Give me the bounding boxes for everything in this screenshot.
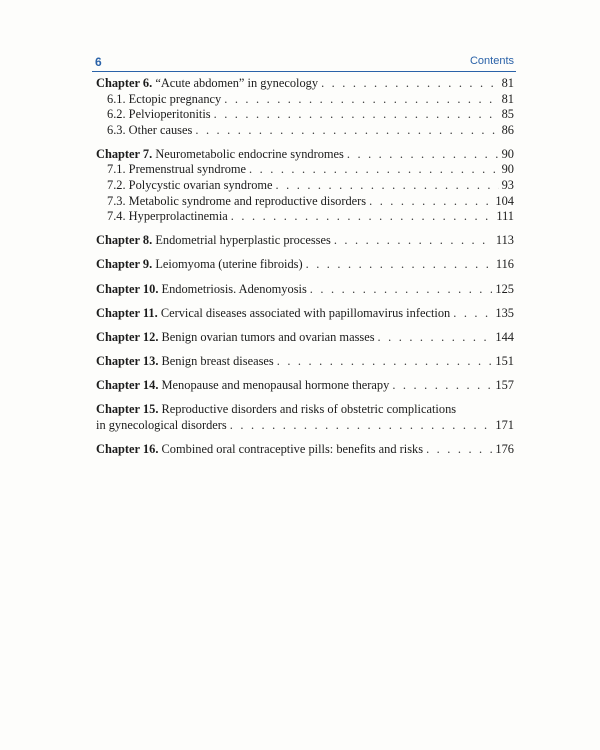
toc-entry-text [96,257,303,273]
toc-section-line [96,162,514,178]
toc-chapter-line [96,282,514,298]
toc-chapter-group [96,442,514,458]
dot-leader [426,442,492,458]
dot-leader [306,257,493,273]
toc-chapter-group [96,147,514,225]
section-title: 6.2. Pelvioperitonitis [107,107,211,122]
chapter-title: Endometrial hyperplastic processes [155,233,331,248]
toc-entry-text [96,147,344,163]
table-of-contents [96,76,514,466]
section-title: 7.2. Polycystic ovarian syndrome [107,178,273,193]
chapter-label: Chapter 11. [96,305,158,320]
page-number-ref: 90 [501,162,514,177]
page-number-ref: 135 [495,305,514,320]
page-number-ref: 125 [495,281,514,296]
chapter-label: Chapter 9. [96,257,153,272]
toc-chapter-line [96,257,514,273]
page-number-ref: 157 [495,377,514,392]
toc-entry-text [96,330,375,346]
dot-leader [321,76,499,92]
page-number: 6 [95,55,102,69]
header-rule [92,71,516,72]
dot-leader [310,282,493,298]
toc-chapter-group [96,233,514,249]
toc-entry-text [96,378,389,394]
dot-leader [369,194,492,210]
page-number-ref: 81 [501,91,514,106]
dot-leader [195,123,498,139]
dot-leader [249,162,499,178]
dot-leader [347,147,499,163]
toc-entry-text [96,306,450,322]
toc-chapter-group [96,330,514,346]
chapter-label: Chapter 15. [96,402,159,416]
toc-entry-text [96,233,331,249]
page-number-ref: 93 [501,178,514,193]
dot-leader [453,306,492,322]
toc-entry-text [96,442,423,458]
toc-chapter-group [96,306,514,322]
dot-leader [378,330,493,346]
section-title: 7.1. Premenstrual syndrome [107,162,247,177]
chapter-title: Benign breast diseases [161,353,274,368]
chapter-title: Neurometabolic endocrine syndromes [155,146,344,161]
dot-leader [230,418,493,434]
page-number-ref: 85 [501,107,514,122]
toc-entry-text [96,282,307,298]
toc-section-line [96,107,514,123]
toc-chapter-line [96,330,514,346]
toc-chapter-line [96,76,514,92]
toc-section-line [96,178,514,194]
toc-chapter-line [96,233,514,249]
toc-chapter-group [96,402,514,433]
dot-leader [214,107,499,123]
toc-entry-text [96,402,456,418]
chapter-title: Combined oral contraceptive pills: benefits and risks [161,441,424,456]
page-number-ref: 90 [501,146,514,161]
toc-section-line [96,123,514,139]
chapter-label: Chapter 16. [96,441,159,456]
chapter-label: Chapter 13. [96,353,159,368]
toc-section-line [96,209,514,225]
chapter-title: Reproductive disorders and risks of obstetric complications [161,402,457,416]
chapter-label: Chapter 8. [96,233,153,248]
toc-chapter-line [96,378,514,394]
toc-chapter-group [96,257,514,273]
dot-leader [224,92,498,108]
toc-chapter-group [96,378,514,394]
page-header [95,55,514,71]
chapter-label: Chapter 10. [96,281,159,296]
page-number-ref: 171 [495,417,514,432]
chapter-title: “Acute abdomen” in gynecology [155,76,319,90]
toc-chapter-line [96,442,514,458]
toc-chapter-group [96,76,514,138]
toc-chapter-line [96,147,514,163]
dot-leader [392,378,492,394]
chapter-title: Leiomyoma (uterine fibroids) [155,257,303,272]
toc-entry-text [96,354,274,370]
page-number-ref: 176 [495,441,514,456]
page-number-ref: 113 [495,233,514,248]
chapter-label: Chapter 6. [96,76,153,90]
page-number-ref: 104 [495,193,514,208]
toc-entry-text [96,76,318,92]
chapter-label: Chapter 12. [96,329,159,344]
toc-chapter-group [96,282,514,298]
page-number-ref: 151 [495,353,514,368]
toc-chapter-line [96,354,514,370]
toc-chapter-line [96,402,514,418]
chapter-title: Cervical diseases associated with papillomavirus infection [160,305,451,320]
dot-leader [276,178,499,194]
section-title: 6.3. Other causes [107,122,193,137]
chapter-label: Chapter 14. [96,377,159,392]
section-title: 7.3. Metabolic syndrome and reproductive disorders [107,193,367,208]
chapter-title: Endometriosis. Adenomyosis [161,281,307,296]
toc-chapter-line [96,418,514,434]
toc-chapter-group [96,354,514,370]
dot-leader [334,233,493,249]
toc-chapter-line [96,306,514,322]
page-number-ref: 81 [501,76,514,90]
chapter-title: Menopause and menopausal hormone therapy [161,377,390,392]
dot-leader [231,209,494,225]
toc-section-line [96,92,514,108]
page-number-ref: 144 [495,329,514,344]
chapter-title: Benign ovarian tumors and ovarian masses [161,329,375,344]
page-number-ref: 86 [501,122,514,137]
section-title: 6.1. Ectopic pregnancy [107,91,222,106]
dot-leader [277,354,493,370]
section-title: 7.4. Hyperprolactinemia [107,209,228,224]
chapter-title-continued: in gynecological disorders [96,417,227,432]
toc-section-line [96,194,514,210]
page-number-ref: 116 [495,257,514,272]
running-title: Contents [469,55,514,67]
page-number-ref: 111 [496,209,514,224]
chapter-label: Chapter 7. [96,146,153,161]
